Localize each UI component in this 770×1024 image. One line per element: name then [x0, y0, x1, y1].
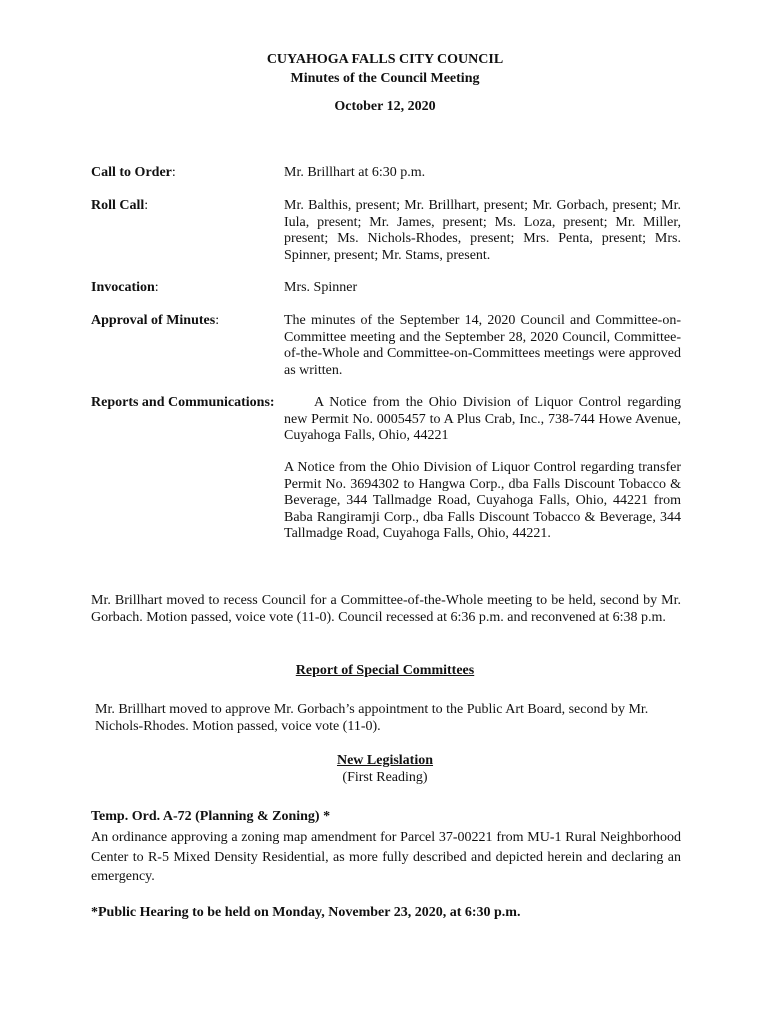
council-name: CUYAHOGA FALLS CITY COUNCIL	[266, 52, 504, 67]
call-to-order-value: Mr. Brillhart at 6:30 p.m.	[284, 165, 426, 180]
approval-of-minutes-value: The minutes of the September 14, 2020 Council and Committee-on-Committee meeting and the September 28, 2020 Council, Committee-of-the-Whole and Committee-on-Committees meetings were approved as written.	[284, 313, 681, 378]
special-committees-heading: Report of Special Committees	[295, 663, 475, 678]
roll-call-label: Roll Call:	[91, 198, 149, 213]
reports-notice-1: A Notice from the Ohio Division of Liquor Control regarding new Permit No. 0005457 to A Plus Crab, Inc., 738-744 Howe Avenue, Cuyahoga Falls, Ohio, 44221	[284, 395, 681, 443]
call-to-order-label: Call to Order:	[91, 165, 176, 180]
invocation-label: Invocation:	[91, 280, 159, 295]
new-legislation-heading: New Legislation	[336, 753, 434, 768]
recess-paragraph: Mr. Brillhart moved to recess Council for a Committee-of-the-Whole meeting to be held, second by Mr. Gorbach. Motion passed, voice vote (11-0). Council recessed at 6:36 p.m. and reconvened at 6:38 p.m.	[91, 593, 681, 625]
invocation-value: Mrs. Spinner	[284, 280, 358, 295]
reports-notice-2: A Notice from the Ohio Division of Liquor Control regarding transfer Permit No. 3694302 to Hangwa Corp., dba Falls Discount Tobacco & Beverage, 344 Tallmadge Road, Cuyahoga Falls, Ohio, 44221 from Baba Rangiramji Corp., dba Falls Discount Tobacco & Beverage, 344 Tallmadge Road, Cuyahoga Falls, Ohio, 44221.	[284, 460, 681, 541]
public-hearing-note: *Public Hearing to be held on Monday, November 23, 2020, at 6:30 p.m.	[91, 905, 521, 920]
reports-communications-label: Reports and Communications:	[91, 395, 275, 410]
roll-call-value: Mr. Balthis, present; Mr. Brillhart, present; Mr. Gorbach, present; Mr. Iula, present; Mr. James, present; Ms. Loza, present; Mr. Miller, present; Ms. Nichols-Rhodes, present; Mrs. Penta, present; Mrs. Spinner, present; Mr. Stams, present.	[284, 198, 681, 263]
special-committees-text: Mr. Brillhart moved to approve Mr. Gorbach’s appointment to the Public Art Board, second by Mr. Nichols-Rhodes. Motion passed, voice vote (11-0).	[95, 702, 649, 734]
approval-of-minutes-label: Approval of Minutes:	[91, 313, 220, 328]
meeting-date: October 12, 2020	[334, 99, 436, 114]
document-subtitle: Minutes of the Council Meeting	[290, 71, 480, 86]
ordinance-title: Temp. Ord. A-72 (Planning & Zoning) *	[91, 809, 331, 824]
first-reading-subheading: (First Reading)	[342, 770, 428, 785]
ordinance-text: An ordinance approving a zoning map amendment for Parcel 37-00221 from MU-1 Rural Neighborhood Center to R-5 Mixed Density Residential, as more fully described and depicted herein and declaring an emergency.	[91, 830, 681, 884]
